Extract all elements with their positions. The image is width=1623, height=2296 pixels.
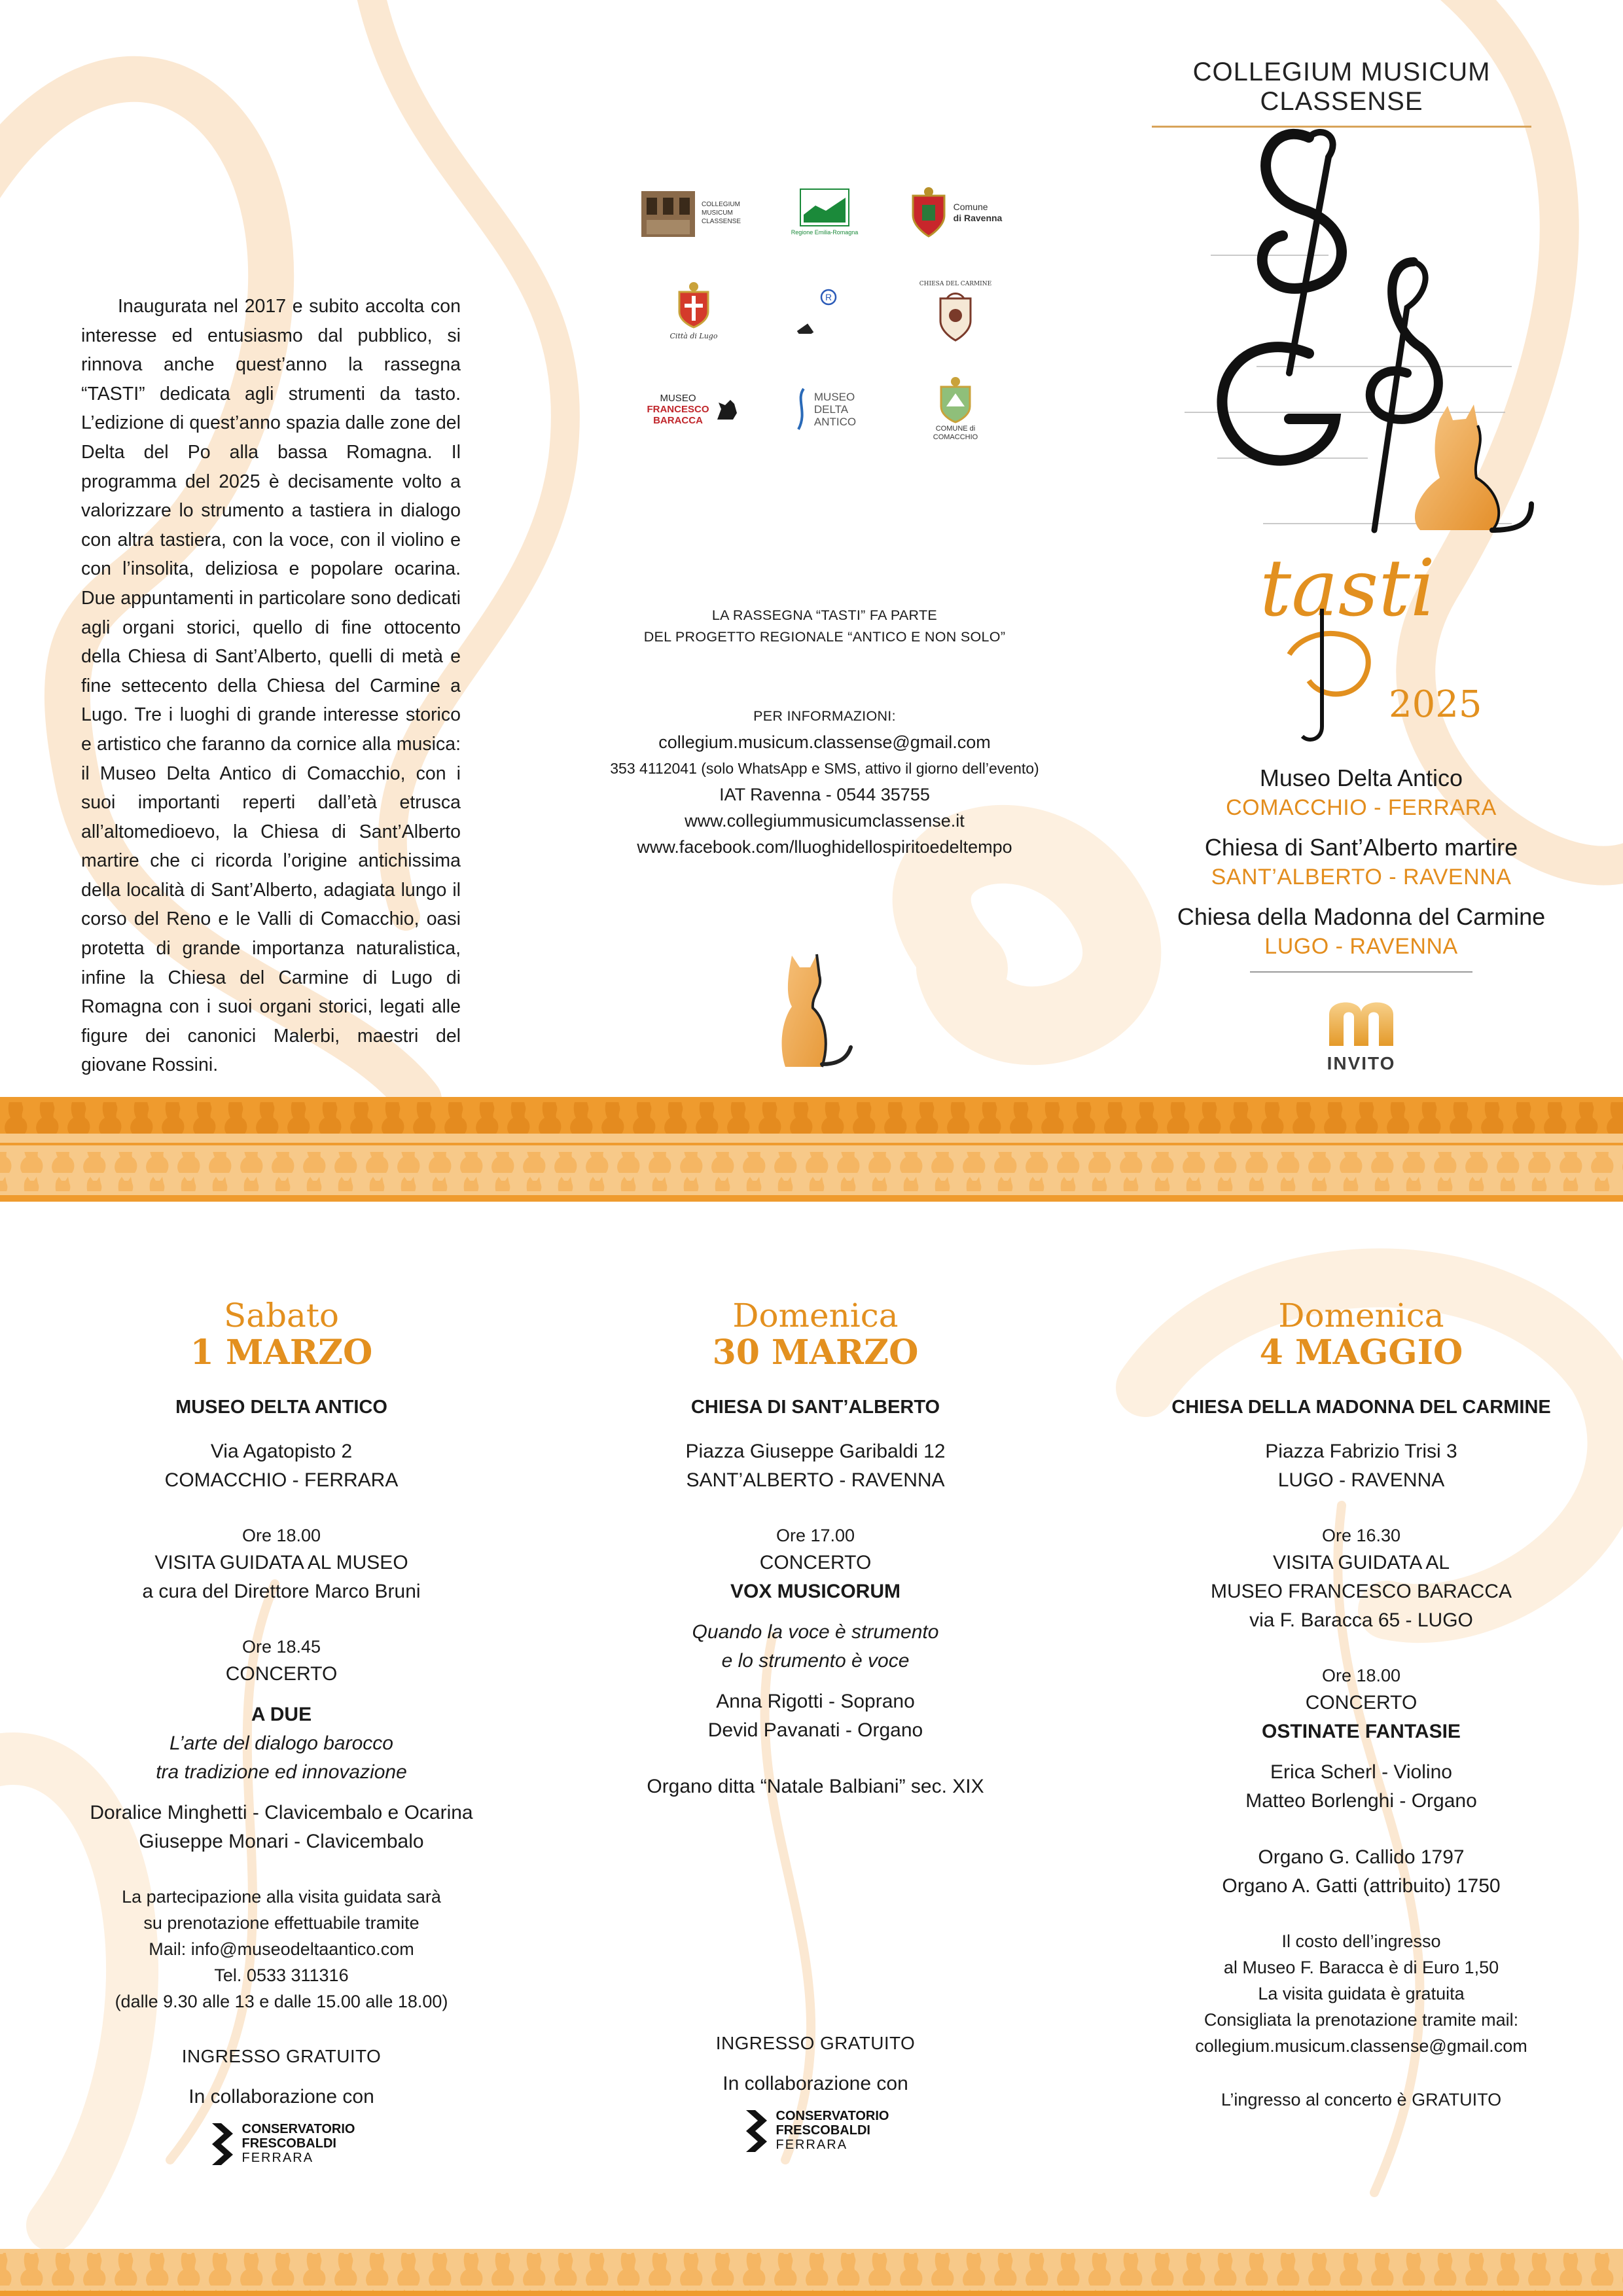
baracca-line1: MUSEO bbox=[660, 392, 696, 404]
delta-line1: MUSEO bbox=[813, 390, 855, 403]
event-2-subtitle1: Quando la voce è strumento bbox=[692, 1621, 939, 1643]
event-2-date: 30 MARZO bbox=[712, 1333, 919, 1372]
building-icon bbox=[640, 187, 696, 238]
cat-illustration-small bbox=[766, 949, 864, 1080]
conservatorio-line2: FRESCOBALDI bbox=[776, 2123, 870, 2138]
info-label: PER INFORMAZIONI: bbox=[753, 708, 896, 724]
logo-delta-text bbox=[814, 391, 856, 428]
event-3-entrance-note: L’ingresso al concerto è GRATUITO bbox=[1221, 2090, 1502, 2109]
event-3-date: 4 MAGGIO bbox=[1259, 1333, 1463, 1372]
event-2-performer1: Anna Rigotti - Soprano bbox=[716, 1691, 915, 1712]
intro-text bbox=[81, 292, 461, 1080]
venue-3-place: LUGO - RAVENNA bbox=[1264, 934, 1458, 959]
info-facebook[interactable]: www.facebook.com/lluoghidellospiritoedeltempo bbox=[637, 837, 1012, 857]
event-column-1 bbox=[39, 1297, 524, 2166]
venue-1-place: COMACCHIO - FERRARA bbox=[1226, 795, 1497, 820]
event-2-subtitle2: e lo strumento è voce bbox=[721, 1650, 910, 1672]
rema-icon bbox=[792, 288, 857, 334]
event-1-performer1: Doralice Minghetti - Clavicembalo e Ocarina bbox=[90, 1802, 473, 1823]
event-1-date: 1 MARZO bbox=[190, 1333, 373, 1372]
festival-year: 2025 bbox=[1389, 683, 1482, 726]
event-3-note5[interactable]: collegium.musicum.classense@gmail.com bbox=[1195, 2036, 1527, 2056]
event-1-collab: In collaborazione con bbox=[188, 2086, 374, 2108]
ravenna-line1: Comune bbox=[953, 202, 988, 212]
event-column-2 bbox=[573, 1297, 1058, 2153]
event-1-note4: Tel. 0533 311316 bbox=[214, 1965, 349, 1985]
baracca-line2: FRANCESCO bbox=[647, 403, 709, 415]
venues-list bbox=[1158, 763, 1564, 973]
logo-lugo bbox=[628, 262, 759, 360]
event-3-activity1-detail: via F. Baracca 65 - LUGO bbox=[1249, 1609, 1473, 1631]
event-3-address1: Piazza Fabrizio Trisi 3 bbox=[1265, 1441, 1457, 1462]
venue-1 bbox=[1158, 763, 1564, 822]
delta-line3: ANTICO bbox=[813, 415, 857, 428]
logo-carmine-text: CHIESA DEL CARMINE bbox=[919, 280, 992, 287]
carmine-crest-icon bbox=[935, 292, 976, 343]
event-column-3 bbox=[1119, 1297, 1603, 2113]
event-1-note5: (dalle 9.30 alle 13 e dalle 15.00 alle 18.00) bbox=[115, 1992, 448, 2011]
m-logo-icon bbox=[1325, 995, 1397, 1047]
venue-divider bbox=[1250, 971, 1472, 973]
logo-ravenna-text bbox=[954, 202, 1003, 224]
event-2-entrance: INGRESSO GRATUITO bbox=[715, 2033, 916, 2053]
venue-2-name: Chiesa di Sant’Alberto martire bbox=[1204, 834, 1518, 861]
event-1-activity2: CONCERTO bbox=[225, 1663, 338, 1685]
crest-icon bbox=[909, 187, 948, 239]
info-iat: IAT Ravenna - 0544 35755 bbox=[719, 785, 930, 804]
event-3-activity1b: MUSEO FRANCESCO BARACCA bbox=[1210, 1581, 1512, 1602]
invito-label: INVITO bbox=[1327, 1053, 1396, 1073]
event-1-time2: Ore 18.45 bbox=[241, 1637, 321, 1657]
conservatorio-line2: FRESCOBALDI bbox=[241, 2136, 336, 2151]
event-1-note1: La partecipazione alla visita guidata sarà bbox=[122, 1887, 441, 1907]
event-1-note3[interactable]: Mail: info@museodeltaantico.com bbox=[149, 1939, 414, 1959]
logo-baracca bbox=[628, 360, 759, 458]
event-2-program: VOX MUSICORUM bbox=[730, 1581, 901, 1602]
event-2-address2: SANT’ALBERTO - RAVENNA bbox=[686, 1469, 945, 1491]
venue-2-place: SANT’ALBERTO - RAVENNA bbox=[1211, 865, 1512, 889]
project-note bbox=[589, 605, 1060, 648]
logo-rema bbox=[759, 262, 890, 360]
venue-1-name: Museo Delta Antico bbox=[1259, 764, 1463, 791]
comacchio-crest-icon bbox=[937, 376, 974, 423]
logo-delta bbox=[759, 360, 890, 458]
info-email[interactable]: collegium.musicum.classense@gmail.com bbox=[658, 732, 991, 752]
conservatorio-mark-icon bbox=[208, 2121, 234, 2166]
logo-regione-text: Regione Emilia-Romagna bbox=[791, 228, 859, 236]
conservatorio-line3: FERRARA bbox=[241, 2151, 314, 2165]
event-2-time1: Ore 17.00 bbox=[776, 1526, 855, 1545]
conservatorio-mark-icon bbox=[742, 2108, 768, 2153]
event-3-time1: Ore 16.30 bbox=[1321, 1526, 1401, 1545]
info-website[interactable]: www.collegiummusicumclassense.it bbox=[685, 811, 965, 831]
event-2-conservatorio-logo bbox=[573, 2108, 1058, 2153]
logo-collegium-text: COLLEGIUM MUSICUM CLASSENSE bbox=[702, 200, 741, 225]
event-3-organ1: Organo G. Callido 1797 bbox=[1258, 1846, 1465, 1868]
conservatorio-line1: CONSERVATORIO bbox=[776, 2109, 889, 2123]
logo-lugo-text: Città di Lugo bbox=[669, 331, 718, 340]
event-3-time2: Ore 18.00 bbox=[1321, 1666, 1401, 1685]
organization-header: COLLEGIUM MUSICUM CLASSENSE bbox=[1152, 58, 1531, 128]
event-2-performer2: Devid Pavanati - Organo bbox=[707, 1719, 923, 1741]
region-map-icon bbox=[800, 188, 849, 226]
event-2-activity1: CONCERTO bbox=[759, 1552, 872, 1573]
logo-regione bbox=[759, 164, 890, 262]
event-1-program: A DUE bbox=[251, 1704, 312, 1725]
conservatorio-text bbox=[776, 2109, 889, 2152]
invito-badge bbox=[1296, 995, 1427, 1074]
event-1-address2: COMACCHIO - FERRARA bbox=[164, 1469, 399, 1491]
event-1-subtitle1: L’arte del dialogo barocco bbox=[169, 1732, 393, 1754]
event-3-address2: LUGO - RAVENNA bbox=[1277, 1469, 1445, 1491]
sponsor-logos bbox=[628, 164, 1021, 458]
event-1-note2: su prenotazione effettuabile tramite bbox=[143, 1913, 419, 1933]
event-2-collab: In collaborazione con bbox=[722, 2073, 908, 2094]
festival-logo bbox=[1158, 111, 1564, 753]
event-1-activity1-detail: a cura del Direttore Marco Bruni bbox=[142, 1581, 421, 1602]
project-note-line2: DEL PROGETTO REGIONALE “ANTICO E NON SOLO” bbox=[643, 629, 1006, 645]
event-1-venue: MUSEO DELTA ANTICO bbox=[175, 1397, 387, 1418]
event-3-performer1: Erica Scherl - Violino bbox=[1270, 1761, 1452, 1783]
event-3-organ2: Organo A. Gatti (attribuito) 1750 bbox=[1222, 1875, 1501, 1897]
event-1-conservatorio-logo bbox=[39, 2121, 524, 2166]
event-3-venue: CHIESA DELLA MADONNA DEL CARMINE bbox=[1171, 1397, 1551, 1418]
venue-2 bbox=[1158, 833, 1564, 891]
event-1-performer2: Giuseppe Monari - Clavicembalo bbox=[139, 1831, 424, 1852]
conservatorio-line1: CONSERVATORIO bbox=[241, 2122, 355, 2136]
venue-3-name: Chiesa della Madonna del Carmine bbox=[1177, 903, 1546, 930]
logo-carmine bbox=[890, 262, 1021, 360]
event-3-note1: Il costo dell’ingresso bbox=[1281, 1931, 1441, 1951]
event-1-time1: Ore 18.00 bbox=[241, 1526, 321, 1545]
baracca-line3: BARACCA bbox=[653, 414, 703, 426]
event-1-address1: Via Agatopisto 2 bbox=[210, 1441, 353, 1462]
event-3-performer2: Matteo Borlenghi - Organo bbox=[1245, 1790, 1477, 1812]
info-block bbox=[550, 703, 1099, 860]
festival-title: tasti bbox=[1260, 543, 1435, 634]
delta-line2: DELTA bbox=[813, 403, 849, 416]
logo-comacchio bbox=[890, 360, 1021, 458]
decorative-band-bottom bbox=[0, 2249, 1623, 2296]
venue-3 bbox=[1158, 902, 1564, 961]
conservatorio-line3: FERRARA bbox=[776, 2138, 848, 2152]
event-3-note2: al Museo F. Baracca è di Euro 1,50 bbox=[1223, 1958, 1499, 1977]
event-2-venue: CHIESA DI SANT’ALBERTO bbox=[690, 1397, 940, 1418]
comacchio-line2: COMACCHIO bbox=[933, 433, 978, 441]
conservatorio-text bbox=[242, 2122, 355, 2165]
event-1-entrance: INGRESSO GRATUITO bbox=[181, 2046, 382, 2066]
logo-collegium bbox=[628, 164, 759, 262]
event-2-organ: Organo ditta “Natale Balbiani” sec. XIX bbox=[647, 1776, 984, 1797]
event-1-activity1: VISITA GUIDATA AL MUSEO bbox=[154, 1552, 408, 1573]
project-note-line1: LA RASSEGNA “TASTI” FA PARTE bbox=[711, 607, 938, 623]
event-3-activity2: CONCERTO bbox=[1305, 1692, 1418, 1713]
event-3-note4: Consigliata la prenotazione tramite mail: bbox=[1204, 2010, 1519, 2030]
svg-text:R: R bbox=[825, 292, 832, 302]
event-2-day: Domenica bbox=[732, 1297, 899, 1335]
event-3-day: Domenica bbox=[1278, 1297, 1444, 1335]
intro-paragraph: Inaugurata nel 2017 e subito accolta con interesse ed entusiasmo dal pubblico, si rinnova anche quest’anno la rassegna “TASTI” dedicata agli strumenti da tasto. L’edizione di quest’anno spazia dalle zone del Delta del Po alla bassa Romagna. Il programma del 2025 è decisamente volto a valorizzare lo strumento a tastiera in dialogo con altra tastiera, con la voce, con il violino e con l’insolita, deliziosa e popolare ocarina. Due appuntamenti in particolare sono dedicati agli organi storici, quello di fine ottocento della Chiesa di Sant’Alberto, quelli di metà e fine settecento della Chiesa del Carmine a Lugo. Tre i luoghi di grande interesse storico e artistico che faranno da cornice alla musica: il Museo Delta Antico di Comacchio, con i suoi importanti reperti dall’età etrusca all’altomedioevo, la Chiesa di Sant’Alberto martire che ci ricorda l’origine antichissima della località di Sant’Alberto, adagiata lungo il corso del Reno e le Valli di Comacchio, oasi protetta di grande importanza naturalistica, infine la Chiesa del Carmine di Lugo di Romagna con i suoi organi storici, legati alle figure dei canonici Malerbi, maestri del giovane Rossini. bbox=[81, 296, 461, 1076]
lugo-crest-icon bbox=[675, 281, 712, 329]
event-1-day: Sabato bbox=[223, 1297, 340, 1335]
event-3-program: OSTINATE FANTASIE bbox=[1262, 1721, 1461, 1742]
logo-ravenna bbox=[890, 164, 1021, 262]
logo-comacchio-text bbox=[933, 425, 978, 442]
logo-baracca-text bbox=[647, 393, 709, 426]
delta-wave-icon bbox=[793, 386, 809, 432]
event-3-note3: La visita guidata è gratuita bbox=[1258, 1984, 1465, 2003]
comacchio-line1: COMUNE di bbox=[935, 425, 976, 433]
info-phone: 353 4112041 (solo WhatsApp e SMS, attivo il giorno dell’evento) bbox=[610, 760, 1039, 777]
horse-icon bbox=[715, 396, 741, 422]
event-3-activity1: VISITA GUIDATA AL bbox=[1272, 1552, 1450, 1573]
decorative-band bbox=[0, 1097, 1623, 1202]
event-1-subtitle2: tra tradizione ed innovazione bbox=[156, 1761, 407, 1783]
event-2-address1: Piazza Giuseppe Garibaldi 12 bbox=[685, 1441, 946, 1462]
ravenna-line2: di Ravenna bbox=[953, 213, 1003, 223]
